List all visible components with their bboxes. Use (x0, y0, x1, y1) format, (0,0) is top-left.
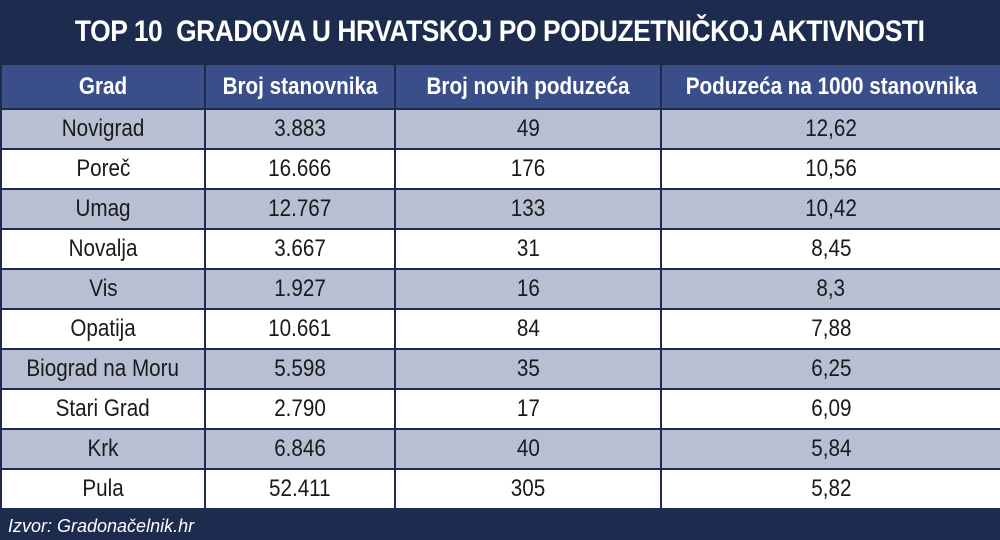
cell-broj-stanovnika: 12.767 (205, 189, 395, 229)
cell-broj-novih-poduzeca: 176 (395, 149, 661, 189)
cell-poduzeca-na-1000: 8,3 (661, 269, 1000, 309)
cell-broj-novih-poduzeca: 17 (395, 389, 661, 429)
cell-broj-stanovnika: 3.883 (205, 109, 395, 149)
cell-broj-stanovnika: 3.667 (205, 229, 395, 269)
cell-grad: Umag (1, 189, 205, 229)
table-header-row (1, 64, 1000, 109)
cell-broj-novih-poduzeca: 35 (395, 349, 661, 389)
cell-poduzeca-na-1000: 5,82 (661, 469, 1000, 509)
cell-broj-stanovnika: 10.661 (205, 309, 395, 349)
cell-poduzeca-na-1000: 7,88 (661, 309, 1000, 349)
cell-broj-novih-poduzeca: 133 (395, 189, 661, 229)
source-caption: Izvor: Gradonačelnik.hr (0, 512, 1000, 540)
cell-broj-novih-poduzeca: 49 (395, 109, 661, 149)
cell-grad: Vis (1, 269, 205, 309)
cell-poduzeca-na-1000: 5,84 (661, 429, 1000, 469)
cell-poduzeca-na-1000: 10,56 (661, 149, 1000, 189)
cell-broj-novih-poduzeca: 40 (395, 429, 661, 469)
column-header-broj-novih-poduzeca: Broj novih poduzeća (395, 64, 661, 109)
table-row (1, 229, 1000, 269)
cell-broj-stanovnika: 2.790 (205, 389, 395, 429)
table-row (1, 309, 1000, 349)
table-row (1, 189, 1000, 229)
cell-grad: Novigrad (1, 109, 205, 149)
data-table (0, 63, 1000, 510)
cell-broj-novih-poduzeca: 305 (395, 469, 661, 509)
cell-grad: Novalja (1, 229, 205, 269)
column-header-poduzeca-na-1000: Poduzeća na 1000 stanovnika (661, 64, 1000, 109)
cell-broj-stanovnika: 5.598 (205, 349, 395, 389)
cell-grad: Opatija (1, 309, 205, 349)
cell-broj-stanovnika: 1.927 (205, 269, 395, 309)
cell-grad: Krk (1, 429, 205, 469)
cell-poduzeca-na-1000: 6,09 (661, 389, 1000, 429)
cell-broj-novih-poduzeca: 31 (395, 229, 661, 269)
cell-poduzeca-na-1000: 8,45 (661, 229, 1000, 269)
table-row (1, 349, 1000, 389)
table-row (1, 469, 1000, 509)
cell-broj-novih-poduzeca: 84 (395, 309, 661, 349)
page-title (0, 0, 1000, 63)
cell-broj-stanovnika: 6.846 (205, 429, 395, 469)
table-row (1, 269, 1000, 309)
cell-grad: Stari Grad (1, 389, 205, 429)
table-row (1, 429, 1000, 469)
cell-poduzeca-na-1000: 12,62 (661, 109, 1000, 149)
cell-poduzeca-na-1000: 10,42 (661, 189, 1000, 229)
cell-broj-stanovnika: 16.666 (205, 149, 395, 189)
cell-poduzeca-na-1000: 6,25 (661, 349, 1000, 389)
table-row (1, 109, 1000, 149)
title-text: TOP 10 GRADOVA U HRVATSKOJ PO PODUZETNIČKOJ AKTIVNOSTI (75, 14, 925, 48)
cell-broj-novih-poduzeca: 16 (395, 269, 661, 309)
column-header-broj-stanovnika: Broj stanovnika (205, 64, 395, 109)
cell-grad: Poreč (1, 149, 205, 189)
cell-grad: Pula (1, 469, 205, 509)
cell-grad: Biograd na Moru (1, 349, 205, 389)
table-row (1, 149, 1000, 189)
cell-broj-stanovnika: 52.411 (205, 469, 395, 509)
column-header-grad: Grad (1, 64, 205, 109)
table-row (1, 389, 1000, 429)
